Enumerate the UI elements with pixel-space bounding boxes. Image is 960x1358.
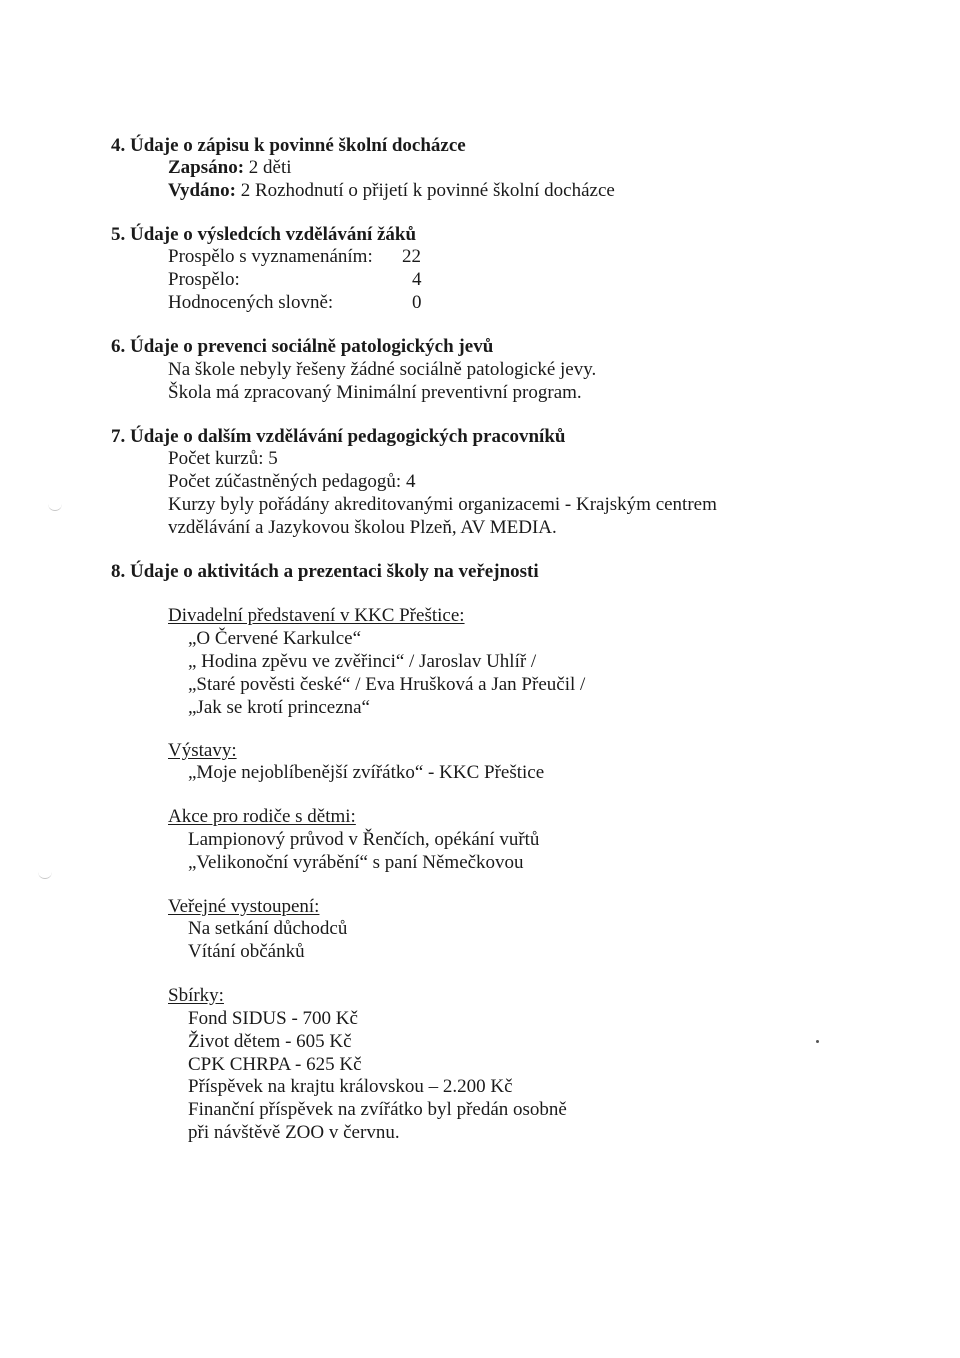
- collection-item: Život dětem - 605 Kč: [188, 1031, 352, 1052]
- divadelni-title: Divadelní představení v KKC Přeštice:: [168, 605, 465, 626]
- prevention-line: Škola má zpracovaný Minimální preventivní program.: [168, 382, 582, 403]
- verejne-title: Veřejné vystoupení:: [168, 896, 320, 917]
- akce-title: Akce pro rodiče s dětmi:: [168, 806, 356, 827]
- training-line: Počet kurzů: 5: [168, 448, 278, 469]
- performance-item: Vítání občánků: [188, 941, 305, 962]
- section-4-heading: 4. Údaje o zápisu k povinné školní docházce: [111, 135, 466, 156]
- event-item: „Velikonoční vyrábění“ s paní Němečkovou: [188, 852, 524, 873]
- collection-item: CPK CHRPA - 625 Kč: [188, 1054, 362, 1075]
- punch-hole-mark: [48, 500, 62, 511]
- sbirky-title: Sbírky:: [168, 985, 224, 1006]
- section-6-heading: 6. Údaje o prevenci sociálně patologických jevů: [111, 336, 494, 357]
- collection-item: při návštěvě ZOO v červnu.: [188, 1122, 400, 1143]
- vydano-line: [168, 180, 615, 202]
- vystavy-title: Výstavy:: [168, 740, 237, 761]
- performance-item: Na setkání důchodců: [188, 918, 348, 939]
- zapsano-value: 2 děti: [248, 157, 292, 178]
- training-line: Kurzy byly pořádány akreditovanými organizacemi - Krajským centrem: [168, 494, 717, 515]
- collection-item: Příspěvek na krajtu královskou – 2.200 Kč: [188, 1076, 513, 1097]
- training-line: vzdělávání a Jazykovou školou Plzeň, AV MEDIA.: [168, 517, 557, 538]
- theatre-item: „Staré pověsti české“ / Eva Hrušková a Jan Přeučil /: [188, 674, 586, 695]
- result-row-label: Prospělo:: [168, 269, 240, 290]
- section-8-heading: 8. Údaje o aktivitách a prezentaci školy na veřejnosti: [111, 561, 539, 582]
- result-row-label: Hodnocených slovně:: [168, 292, 334, 313]
- punch-hole-mark: [38, 868, 52, 879]
- event-item: Lampionový průvod v Řenčích, opékání vuřtů: [188, 829, 540, 850]
- section-7-heading: 7. Údaje o dalším vzdělávání pedagogických pracovníků: [111, 426, 566, 447]
- theatre-item: „O Červené Karkulce“: [188, 628, 362, 649]
- vydano-value: 2 Rozhodnutí o přijetí k povinné školní docházce: [240, 180, 615, 201]
- training-line: Počet zúčastněných pedagogů: 4: [168, 471, 416, 492]
- section-5-heading: 5. Údaje o výsledcích vzdělávání žáků: [111, 224, 417, 245]
- theatre-item: „Jak se krotí princezna“: [188, 697, 370, 718]
- scan-dot: [816, 1040, 819, 1043]
- exhibition-item: „Moje nejoblíbenější zvířátko“ - KKC Přeštice: [188, 762, 545, 783]
- collection-item: Finanční příspěvek na zvířátko byl předán osobně: [188, 1099, 567, 1120]
- vydano-label: Vydáno:: [168, 180, 236, 201]
- result-row-label: Prospělo s vyznamenáním:: [168, 246, 373, 267]
- result-row-value: 4: [412, 269, 422, 290]
- zapsano-label: Zapsáno:: [168, 157, 245, 178]
- result-row-value: 0: [412, 292, 422, 313]
- result-row-value: 22: [402, 246, 421, 267]
- theatre-item: „ Hodina zpěvu ve zvěřinci“ / Jaroslav Uhlíř /: [188, 651, 537, 672]
- prevention-line: Na škole nebyly řešeny žádné sociálně patologické jevy.: [168, 359, 597, 380]
- collection-item: Fond SIDUS - 700 Kč: [188, 1008, 358, 1029]
- zapsano-line: [168, 157, 292, 179]
